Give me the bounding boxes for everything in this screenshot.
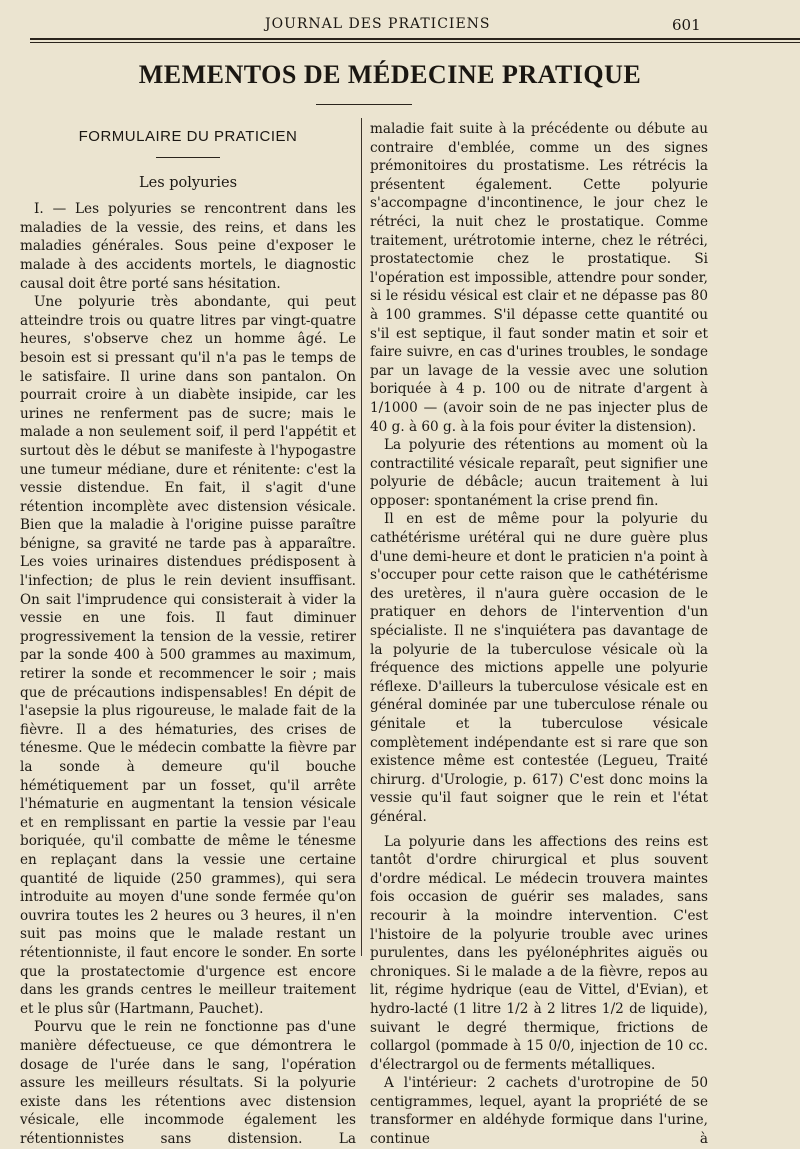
paragraph: maladie fait suite à la précédente ou débute au contraire d'emblée, comme un des signes prémonitoires du prostatisme. Les rétrécis la présentent également. Cette polyurie s'accompagne d'incontinence, le jour chez le rétréci, la nuit chez le prostatique. Comme traitement, urétrotomie interne, chez le rétréci, prostatectomie chez le prostatique. Si l'opération est impossible, attendre pour sonder, si le résidu vésical est clair et ne dépasse pas 80 à 100 grammes. S'il dépasse cette quantité ou s'il est septique, il faut sonder matin et soir et faire suivre, en cas d'urines troubles, le sondage par un lavage de la vessie avec une solution boriquée à 4 p. 100 ou de nitrate d'argent à 1/1000 — (avoir soin de ne pas injecter plus de 40 g. à 60 g. à la fois pour éviter la distension). xyxy=(370,121,708,435)
paragraph: I. — Les polyuries se rencontrent dans les maladies de la vessie, des reins, et dans les maladies générales. Sous peine d'exposer le malade à des accidents mortels, le diagnostic causal doit être porté sans hésitation. xyxy=(20,201,356,292)
subsection-heading: Les polyuries xyxy=(138,174,238,191)
column-divider xyxy=(361,118,362,956)
left-column xyxy=(20,120,356,1148)
page-title: MEMENTOS DE MÉDECINE PRATIQUE xyxy=(138,60,642,89)
paragraph: La polyurie des rétentions au moment où la contractilité vésicale reparaît, peut signifier une polyurie de débâcle; aucun traitement à lui opposer: spontanément la crise prend fin. xyxy=(370,437,708,509)
paragraph: La polyurie dans les affections des reins est tantôt d'ordre chirurgical et plus souvent d'ordre médical. Le médecin trouvera maintes fois occasion de guérir ses malades, sans recourir à la moindre intervention. C'est l'histoire de la polyurie trouble avec urines purulentes, dans les pyélonéphrites aiguës ou chroniques. Si le malade a de la fièvre, repos au lit, régime hydrique (eau de Vittel, d'Evian), et hydro-lacté (1 litre 1/2 à 2 litres 1/2 de liquide), suivant le degré thermique, frictions de collargol (pommade à 15 0/0, injection de 10 cc. d'électrargol ou de ferments métalliques. xyxy=(370,833,708,1073)
section-heading: FORMULAIRE DU PRATICIEN xyxy=(78,128,298,145)
title-rule xyxy=(316,104,412,105)
paragraph: Il en est de même pour la polyurie du cathétérisme urétéral qui ne dure guère plus d'une demi-heure et dont le praticien n'a point à s'occuper pour cette raison que le cathétérisme des uretères, il n'aura guère occasion de le pratiquer en dehors de l'intervention d'un spécialiste. Il ne s'inquiétera pas davantage de la polyurie de la tuberculose vésicale où la fréquence des mictions appelle une polyurie réflexe. D'ailleurs la tuberculose vésicale est en général dominée par une tuberculose rénale ou génitale et la tuberculose vésicale complètement indépendante est si rare que son existence même est contestée (Legueu, Traité chirurg. d'Urologie, p. 617) C'est donc moins la vessie qu'il faut soigner que le rein et l'état général. xyxy=(370,511,708,825)
page-number: 601 xyxy=(672,16,701,34)
section-rule xyxy=(156,157,220,158)
header-rule xyxy=(30,38,800,40)
paragraph: Une polyurie très abondante, qui peut atteindre trois ou quatre litres par vingt-quatre heures, s'observe chez un homme âgé. Le besoin est si pressant qu'il n'a pas le temps de le satisfaire. Il urine dans son pantalon. On pourrait croire à un diabète insipide, car les urines ne renferment pas de sucre; mais le malade a non seulement soif, il perd l'appétit et surtout dès le début se manifeste à l'hypogastre une tumeur médiane, dure et rénitente: c'est la vessie distendue. En fait, il s'agit d'une rétention incomplète avec distension vésicale. Bien que la maladie à l'origine puisse paraître bénigne, sa gravité ne tarde pas à apparaître. Les voies urinaires distendues prédisposent à l'infection; de plus le rein devient insuffisant. On sait l'imprudence qui consisterait à vider la vessie en une fois. Il faut diminuer progressivement la tension de la vessie, retirer par la sonde 400 à 500 grammes au maximum, retirer la sonde et recommencer le soir ; mais que de précautions indispensables! En dépit de l'asepsie la plus rigoureuse, le malade fait de la fièvre. Il a des hématuries, des crises de ténesme. Que le médecin combatte la fièvre par la sonde à demeure qu'il bouche hémétiquement par un fosset, qu'il arrête l'hématurie en augmentant la tension vésicale et en remplissant en partie la vessie par l'eau boriquée, qu'il combatte de même le ténesme en replaçant dans la vessie une certaine quantité de liquide (250 grammes), qui sera introduite au moyen d'une sonde fermée qu'on ouvrira toutes les 2 heures ou 3 heures, il n'en suit pas moins que le malade restant un rétentionniste, il faut encore le sonder. En sorte que la prostatectomie d'urgence est encore dans les grands centres le meilleur traitement et le plus sûr (Hartmann, Pauchet). xyxy=(20,294,356,1017)
paragraph: Pourvu que le rein ne fonctionne pas d'une manière défectueuse, ce que démontrera le dosage de l'urée dans le sang, l'opération assure les meilleurs résultats. Si la polyurie existe dans les rétentions avec distension vésicale, elle incommode également les rétentionnistes sans distension. La xyxy=(20,1019,356,1147)
paragraph: A l'intérieur: 2 cachets d'urotropine de 50 centigrammes, lequel, ayant la propriété de se transformer en aldéhyde formique dans l'urine, continue à xyxy=(370,1075,708,1148)
right-column xyxy=(370,120,708,1149)
running-head xyxy=(0,16,800,36)
header-rule-thin xyxy=(30,42,800,43)
journal-name: JOURNAL DES PRATICIENS xyxy=(265,16,491,32)
